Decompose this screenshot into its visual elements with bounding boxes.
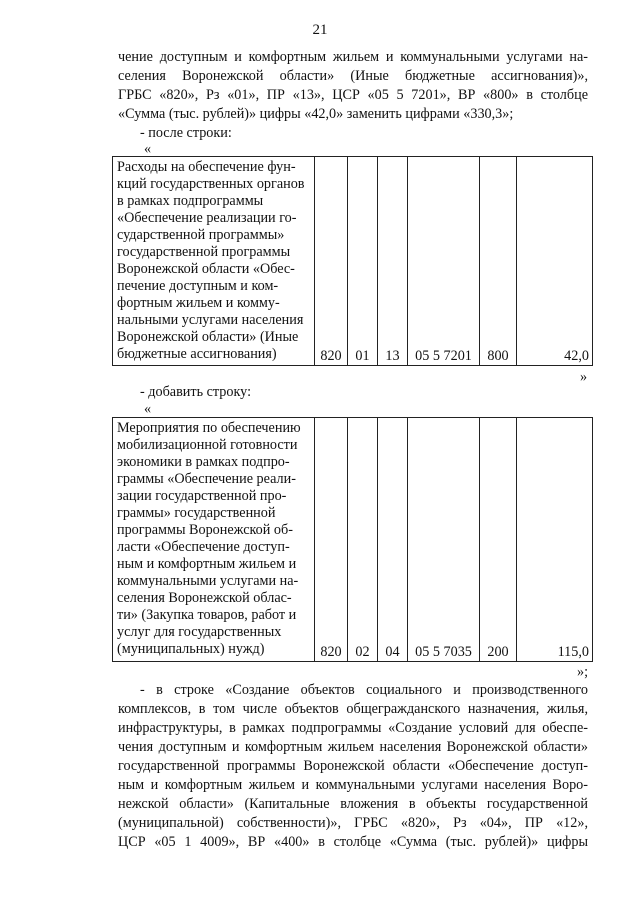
table-row-2 (112, 417, 593, 662)
csr-cell: 05 5 7035 (408, 418, 480, 662)
text-line: нежской области» (Капитальные вложения в объекты государственной (118, 796, 588, 812)
text-line: - в строке «Создание объектов социального и производственного (140, 682, 588, 698)
vr-cell: 800 (480, 157, 517, 366)
sum-cell: 42,0 (517, 157, 593, 366)
row-name: Мероприятия по обеспечению мобилизационной готовности экономики в рамках подпро- граммы «Обеспечение реали- зации государственной про- граммы» государственной программы Воронежской об- ласти «Обеспечение доступ- ным и комфортным жильем и коммунальными услугами на- селения Воронежской облас- ти» (Закупка товаров, работ и услуг для государственных (муниципальных) нужд) (113, 418, 315, 662)
rz-cell: 02 (348, 418, 378, 662)
text-line: чение доступным и комфортным жильем и коммунальными услугами на- (118, 49, 588, 65)
grbs-cell: 820 (315, 418, 348, 662)
intro-paragraph (118, 48, 588, 124)
text-line: (муниципальной) собственности)», ГРБС «820», Рз «04», ПР «12», (118, 815, 588, 831)
page-number: 21 (312, 22, 328, 38)
rz-cell: 01 (348, 157, 378, 366)
text-line: государственной программы Воронежской области «Обеспечение доступ- (118, 758, 588, 774)
text-line: селения Воронежской области» (Иные бюджетные ассигнования)», (118, 68, 588, 84)
text-line: ным и комфортным жильем и коммунальными услугами населения Воро- (118, 777, 588, 793)
row-name: Расходы на обеспечение фун- кций государственных органов в рамках подпрограммы «Обеспечение реализации го- сударственной программы» государственной программы Воронежской области «Обес- печение доступным и ком- фортным жильем и комму- нальными услугами населения Воронежской области» (Иные бюджетные ассигнования) (113, 157, 315, 366)
vr-cell: 200 (480, 418, 517, 662)
text-line: комплексов, в том числе объектов общегражданского назначения, жилья, (118, 701, 588, 717)
bottom-paragraph (118, 681, 588, 852)
text-line: ГРБС «820», Рз «01», ПР «13», ЦСР «05 5 7201», ВР «800» в столбце (118, 87, 588, 103)
sum-cell: 115,0 (517, 418, 593, 662)
text-line: инфраструктуры, в рамках подпрограммы «Создание условий для обеспе- (118, 720, 588, 736)
open-quote: « (144, 401, 152, 417)
open-quote: « (144, 141, 152, 157)
text-line: чения доступным и комфортным жильем населения Воронежской области» (118, 739, 588, 755)
add-row-label: - добавить строку: (140, 384, 252, 400)
close-quote: » (580, 369, 588, 385)
csr-cell: 05 5 7201 (408, 157, 480, 366)
pr-cell: 04 (378, 418, 408, 662)
close-quote: »; (577, 664, 589, 680)
table-row-1 (112, 156, 593, 366)
after-row-label: - после строки: (140, 125, 232, 141)
text-line: «Сумма (тыс. рублей)» цифры «42,0» заменить цифрами «330,3»; (118, 106, 514, 122)
pr-cell: 13 (378, 157, 408, 366)
grbs-cell: 820 (315, 157, 348, 366)
text-line: ЦСР «05 1 4009», ВР «400» в столбце «Сумма (тыс. рублей)» цифры (118, 834, 588, 850)
